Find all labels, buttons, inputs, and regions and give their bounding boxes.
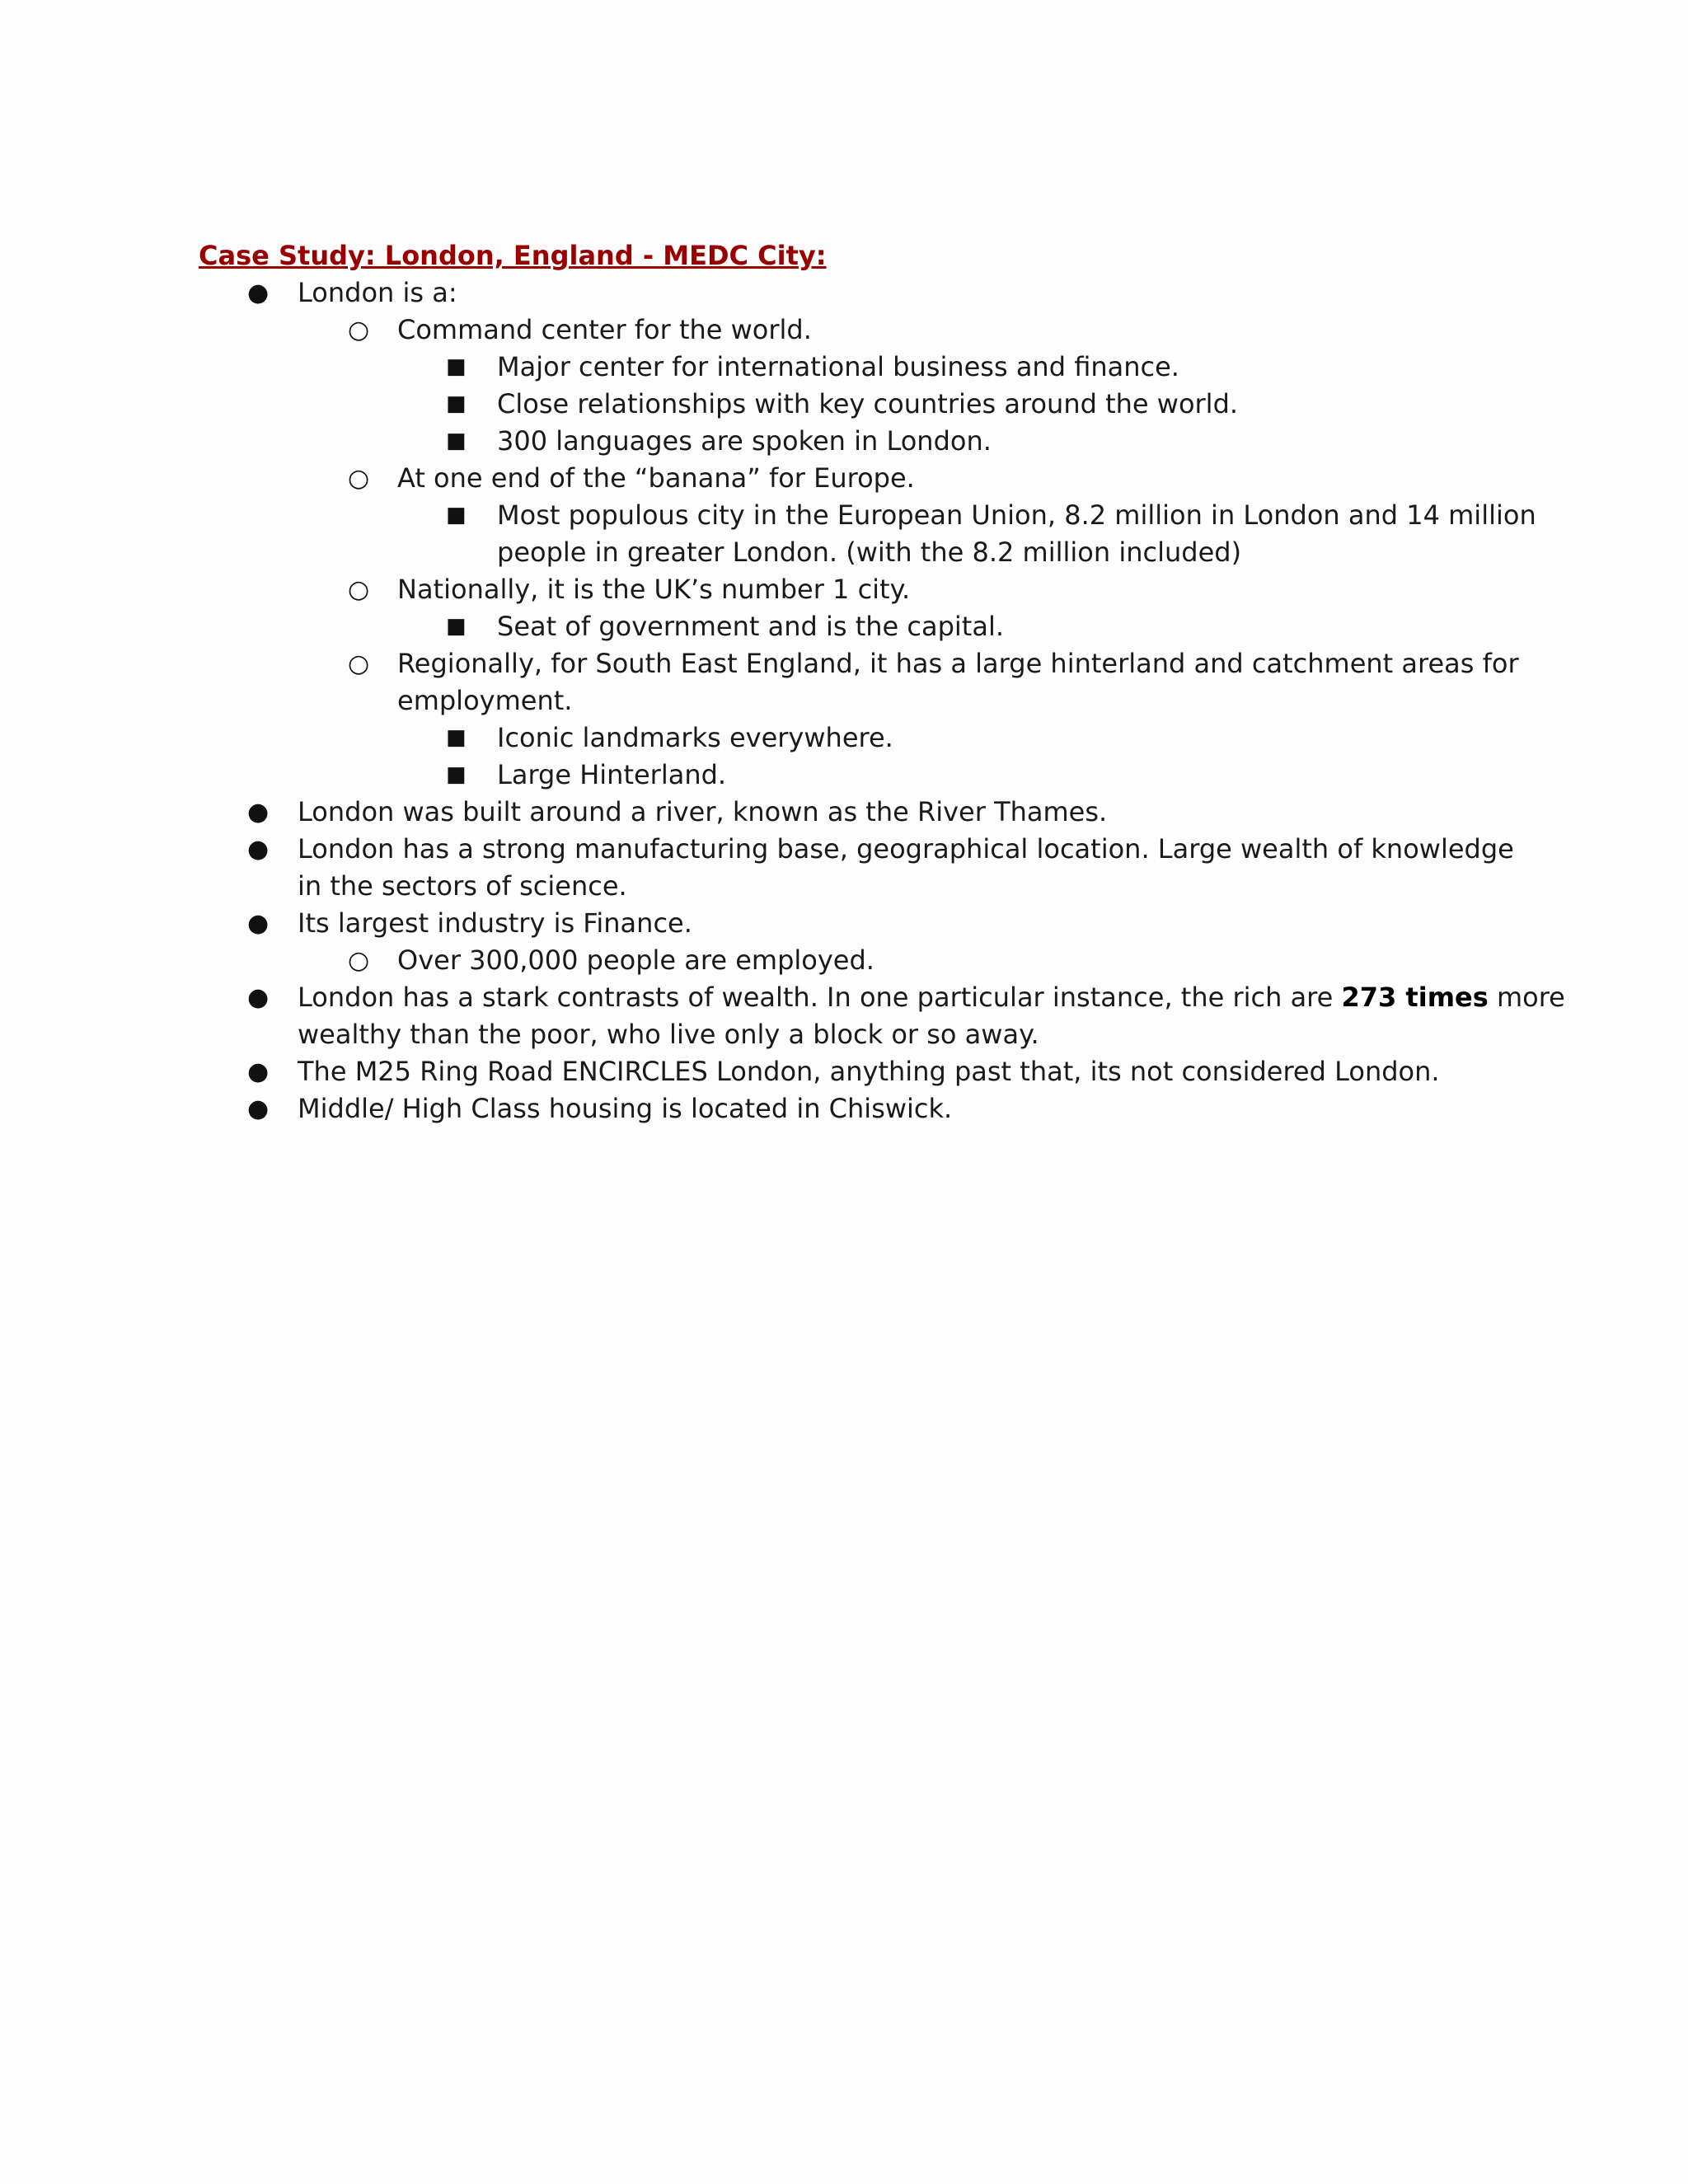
- list-item: Regionally, for South East England, it has a large hinterland and catchment areas for: [397, 648, 1519, 679]
- wealth-text: London has a stark contrasts of wealth. In one particular instance, the rich are: [298, 982, 1342, 1013]
- disc-bullet-icon: ●: [247, 1094, 270, 1123]
- disc-bullet-icon: ●: [247, 909, 270, 938]
- page-title: Case Study: London, England - MEDC City:: [199, 240, 827, 271]
- list-item: Nationally, it is the UK’s number 1 city.: [397, 574, 911, 605]
- list-item: [298, 979, 1565, 1016]
- list-item: Over 300,000 people are employed.: [397, 944, 874, 976]
- circle-bullet-icon: ○: [348, 946, 370, 975]
- square-bullet-icon: ■: [446, 503, 467, 527]
- list-item: Close relationships with key countries around the world.: [497, 388, 1239, 419]
- list-item: Most populous city in the European Union, 8.2 million in London and 14 million: [497, 499, 1536, 531]
- list-item: Large Hinterland.: [497, 759, 727, 790]
- list-item-continuation: employment.: [397, 685, 573, 716]
- list-item: The M25 Ring Road ENCIRCLES London, anything past that, its not considered London.: [298, 1056, 1440, 1087]
- circle-bullet-icon: ○: [348, 575, 370, 604]
- list-item: London is a:: [298, 277, 457, 308]
- disc-bullet-icon: ●: [247, 798, 270, 827]
- square-bullet-icon: ■: [446, 354, 467, 379]
- square-bullet-icon: ■: [446, 725, 467, 750]
- list-item: Middle/ High Class housing is located in Chiswick.: [298, 1093, 953, 1124]
- list-item: 300 languages are spoken in London.: [497, 425, 992, 457]
- square-bullet-icon: ■: [446, 429, 467, 453]
- list-item: At one end of the “banana” for Europe.: [397, 462, 915, 494]
- list-item: London was built around a river, known as the River Thames.: [298, 796, 1108, 827]
- square-bullet-icon: ■: [446, 614, 467, 639]
- list-item: Iconic landmarks everywhere.: [497, 722, 893, 753]
- circle-bullet-icon: ○: [348, 316, 370, 344]
- disc-bullet-icon: ●: [247, 835, 270, 864]
- disc-bullet-icon: ●: [247, 1057, 270, 1086]
- circle-bullet-icon: ○: [348, 649, 370, 678]
- list-item-continuation: wealthy than the poor, who live only a block or so away.: [298, 1019, 1039, 1050]
- wealth-text-end: more: [1488, 982, 1565, 1013]
- list-item: Major center for international business and finance.: [497, 351, 1179, 382]
- disc-bullet-icon: ●: [247, 983, 270, 1012]
- square-bullet-icon: ■: [446, 762, 467, 787]
- list-item-continuation: in the sectors of science.: [298, 870, 627, 902]
- list-item: Its largest industry is Finance.: [298, 907, 692, 939]
- list-item: London has a strong manufacturing base, geographical location. Large wealth of knowledge: [298, 833, 1514, 865]
- square-bullet-icon: ■: [446, 391, 467, 416]
- disc-bullet-icon: ●: [247, 279, 270, 307]
- circle-bullet-icon: ○: [348, 464, 370, 493]
- list-item: Command center for the world.: [397, 314, 812, 345]
- emphasis-text: 273 times: [1341, 982, 1489, 1013]
- list-item-continuation: people in greater London. (with the 8.2 million included): [497, 537, 1242, 568]
- list-item: Seat of government and is the capital.: [497, 611, 1005, 642]
